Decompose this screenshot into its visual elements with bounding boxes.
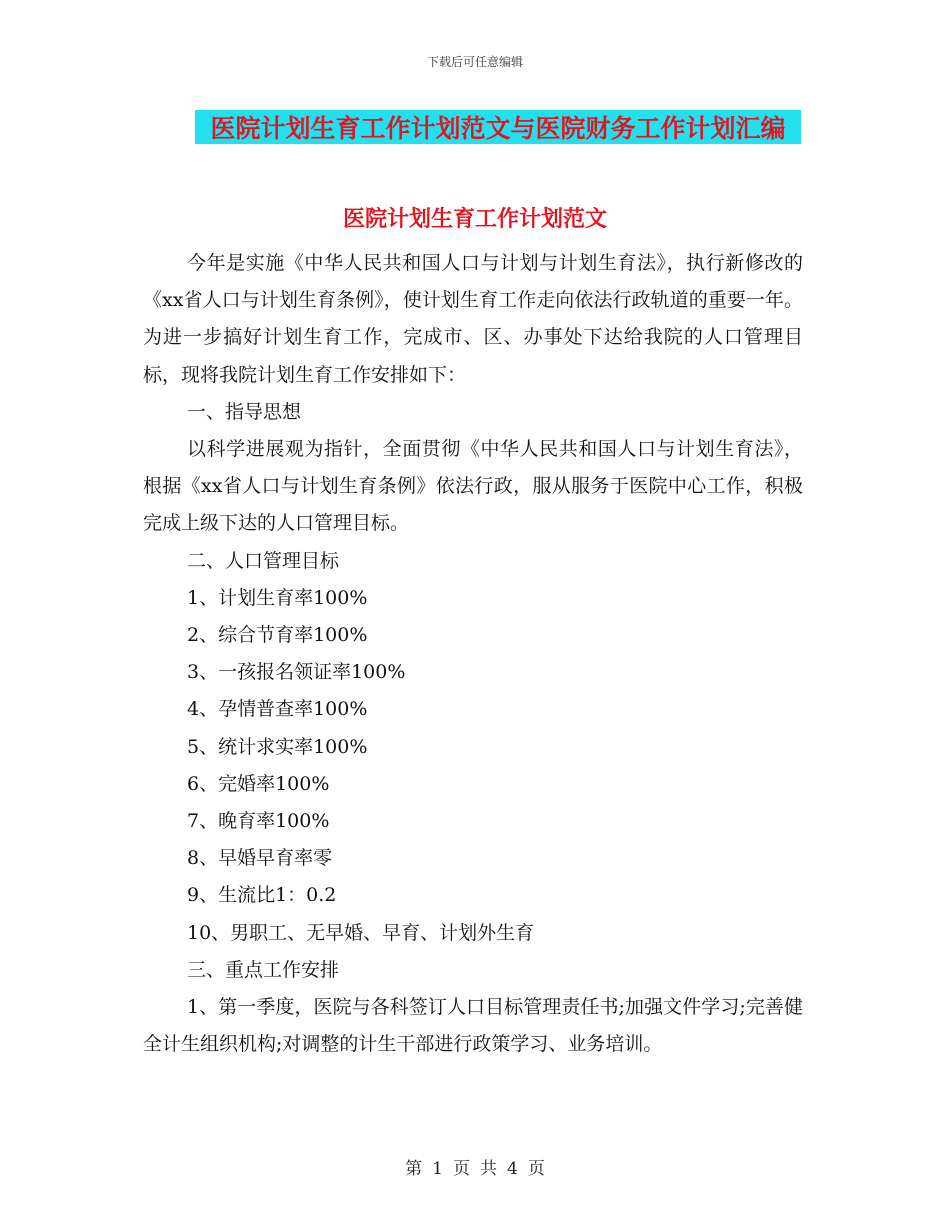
target-item: 2、综合节育率100%	[187, 624, 368, 647]
heading-guidance: 一、指导思想	[187, 400, 302, 423]
work-item-paragraph: 1、第一季度，医院与各科签订人口目标管理责任书;加强文件学习;完善健全计生组织机构;对调整的计生干部进行政策学习、业务培训。	[143, 996, 803, 1056]
page-footer	[0, 1154, 950, 1179]
section-title: 医院计划生育工作计划范文	[342, 207, 607, 232]
header-note: 下载后可任意编辑	[426, 55, 523, 69]
target-item: 4、孕情普查率100%	[187, 698, 368, 721]
target-item: 6、完婚率100%	[187, 772, 330, 795]
main-title-highlight	[195, 110, 801, 144]
intro-paragraph: 今年是实施《中华人民共和国人口与计划与计划生育法》，执行新修改的《xx省人口与计划生育条例》，使计划生育工作走向依法行政轨道的重要一年。为进一步搞好计划生育工作，完成市、区、办事处下达给我院的人口管理目标，现将我院计划生育工作安排如下：	[143, 252, 803, 386]
footer-label-total: 共	[480, 1159, 497, 1179]
target-item: 5、统计求实率100%	[187, 735, 368, 758]
target-item: 9、生流比1：0.2	[187, 884, 337, 907]
target-item: 10、男职工、无早婚、早育、计划外生育	[187, 921, 535, 944]
target-item: 3、一孩报名领证率100%	[187, 661, 406, 684]
footer-label-page-unit: 页	[453, 1159, 470, 1179]
total-pages: 4	[507, 1159, 518, 1179]
main-title: 医院计划生育工作计划范文与医院财务工作计划汇编	[210, 114, 786, 143]
target-item: 8、早婚早育率零	[187, 847, 333, 870]
footer-label-total-unit: 页	[527, 1159, 545, 1179]
footer-label-page: 第	[405, 1159, 423, 1179]
document-body	[143, 245, 803, 1063]
heading-targets: 二、人口管理目标	[187, 549, 340, 572]
heading-key-work: 三、重点工作安排	[187, 958, 340, 981]
guidance-paragraph: 以科学进展观为指针，全面贯彻《中华人民共和国人口与计划生育法》，根据《xx省人口与计划生育条例》依法行政，服从服务于医院中心工作，积极完成上级下达的人口管理目标。	[143, 438, 803, 535]
page-number: 1	[432, 1159, 443, 1179]
target-item: 7、晚育率100%	[187, 810, 330, 833]
target-item: 1、计划生育率100%	[187, 586, 368, 609]
